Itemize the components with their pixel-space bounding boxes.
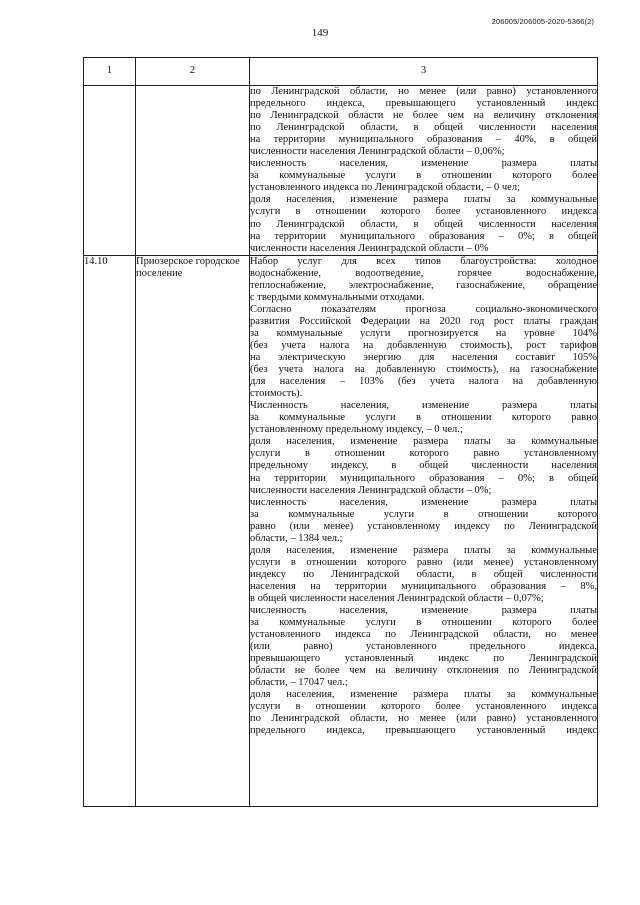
row-description-text — [250, 86, 597, 255]
row-description-text — [250, 256, 597, 738]
text-line: области не более чем на величину отклонения по Ленинградской — [250, 665, 597, 677]
text-line: численность населения, изменение размера платы — [250, 605, 597, 617]
text-line: установленного индекса по Ленинградской области, – 0 чел; — [250, 182, 520, 194]
text-line: Набор услуг для всех типов благоустройства: холодное — [250, 255, 597, 267]
text-line: (без учета налога на добавленную стоимость), на газоснабжение — [250, 364, 597, 376]
page-number: 149 — [311, 27, 329, 39]
text-line: населения на территории муниципального образования – 8%, — [250, 580, 597, 592]
table-header-row — [84, 58, 598, 86]
text-line: установленного индекса по Ленинградской области, но менее — [250, 629, 597, 641]
text-line: по Ленинградской области, в общей численности населения — [250, 218, 597, 230]
text-line: на территории муниципального образования – 40%, в общей — [250, 134, 597, 146]
text-line: на территории муниципального образования – 0%; в общей — [250, 472, 597, 484]
text-line: превышающего установленный индекс по Ленинградской — [250, 653, 597, 665]
text-line: на электрическую энергию для населения составит 105% — [250, 352, 597, 364]
row-name-cell — [136, 86, 250, 256]
text-line: за коммунальные услуги в отношении которого — [250, 508, 597, 520]
text-line: доля населения, изменение размера платы за коммунальные — [250, 436, 597, 448]
document-id: 206005/206005-2020-5366(2) — [491, 17, 594, 26]
text-line: предельного индекса, превышающего установленный индекс — [250, 725, 597, 737]
text-line: предельному индексу, в общей численности населения — [250, 460, 597, 472]
text-line: для населения – 103% (без учета налога на добавленную — [250, 376, 597, 388]
table-row — [84, 86, 598, 256]
text-line: услуги в отношении которого более установленного индекса — [250, 701, 597, 713]
text-line: развития Российской Федерации на 2020 год рост платы граждан — [250, 315, 597, 327]
text-line: за коммунальные услуги прогнозируется на уровне 104% — [250, 327, 597, 339]
text-line: услуги в отношении которого равно (или менее) установленному — [250, 556, 597, 568]
text-line: численность населения, изменение размера платы — [250, 496, 597, 508]
text-line: за коммунальные услуги в отношении которого равно — [250, 412, 597, 424]
text-line: в общей численности населения Ленинградской области – 0,07%; — [250, 592, 544, 604]
text-line: области, – 17047 чел.; — [250, 677, 348, 689]
text-line: численность населения, изменение размера платы — [250, 158, 597, 170]
row-number-cell: 14.10 — [84, 255, 136, 806]
text-line: предельного индекса, превышающего установленный индекс — [250, 98, 597, 110]
text-line: стоимость). — [250, 388, 303, 400]
text-line: численности населения Ленинградской области – 0%; — [250, 484, 492, 496]
text-line: на территории муниципального образования – 0%; в общей — [250, 230, 597, 242]
row-name-cell: Приозерское городское поселение — [136, 255, 250, 806]
text-line: области, – 1384 чел.; — [250, 532, 343, 544]
text-line: равно (или менее) установленному индексу по Ленинградской — [250, 520, 597, 532]
text-line: индексу по Ленинградской области, в общей численности — [250, 568, 597, 580]
text-line: теплоснабжение, электроснабжение, газоснабжение, обращение — [250, 279, 597, 291]
row-description-cell — [250, 86, 598, 256]
text-line: с твердыми коммунальными отходами. — [250, 291, 425, 303]
text-line: (без учета налога на добавленную стоимость), рост тарифов — [250, 339, 597, 351]
text-line: (или равно) установленного предельного индекса, — [250, 641, 597, 653]
text-line: за коммунальные услуги в отношении которого более — [250, 617, 597, 629]
text-line: по Ленинградской области, но менее (или равно) установленного — [250, 713, 597, 725]
text-line: по Ленинградской области не более чем на величину отклонения — [250, 110, 597, 122]
row-description-cell — [250, 255, 598, 806]
text-line: за коммунальные услуги в отношении которого более — [250, 170, 597, 182]
text-line: установленному предельному индексу, – 0 чел.; — [250, 424, 463, 436]
table-row — [84, 255, 598, 806]
column-header-1: 1 — [84, 58, 136, 86]
text-line: доля населения, изменение размера платы за коммунальные — [250, 194, 597, 206]
text-line: доля населения, изменение размера платы за коммунальные — [250, 544, 597, 556]
data-table — [83, 57, 598, 807]
text-line: по Ленинградской области, но менее (или равно) установленного — [250, 86, 597, 97]
text-line: услуги в отношении которого равно установленному — [250, 448, 597, 460]
text-line: доля населения, изменение размера платы за коммунальные — [250, 689, 597, 701]
column-header-3: 3 — [250, 58, 598, 86]
row-number-cell — [84, 86, 136, 256]
text-line: услуги в отношении которого более установленного индекса — [250, 206, 597, 218]
text-line: водоснабжение, водоотведение, горячее водоснабжение, — [250, 267, 597, 279]
text-line: Согласно показателям прогноза социально-экономического — [250, 303, 597, 315]
column-header-2: 2 — [136, 58, 250, 86]
text-line: Численность населения, изменение размера платы — [250, 400, 597, 412]
text-line: по Ленинградской области, в общей численности населения — [250, 122, 597, 134]
text-line: численности населения Ленинградской области – 0,06%; — [250, 146, 505, 158]
text-line: численности населения Ленинградской области – 0% — [250, 242, 489, 254]
